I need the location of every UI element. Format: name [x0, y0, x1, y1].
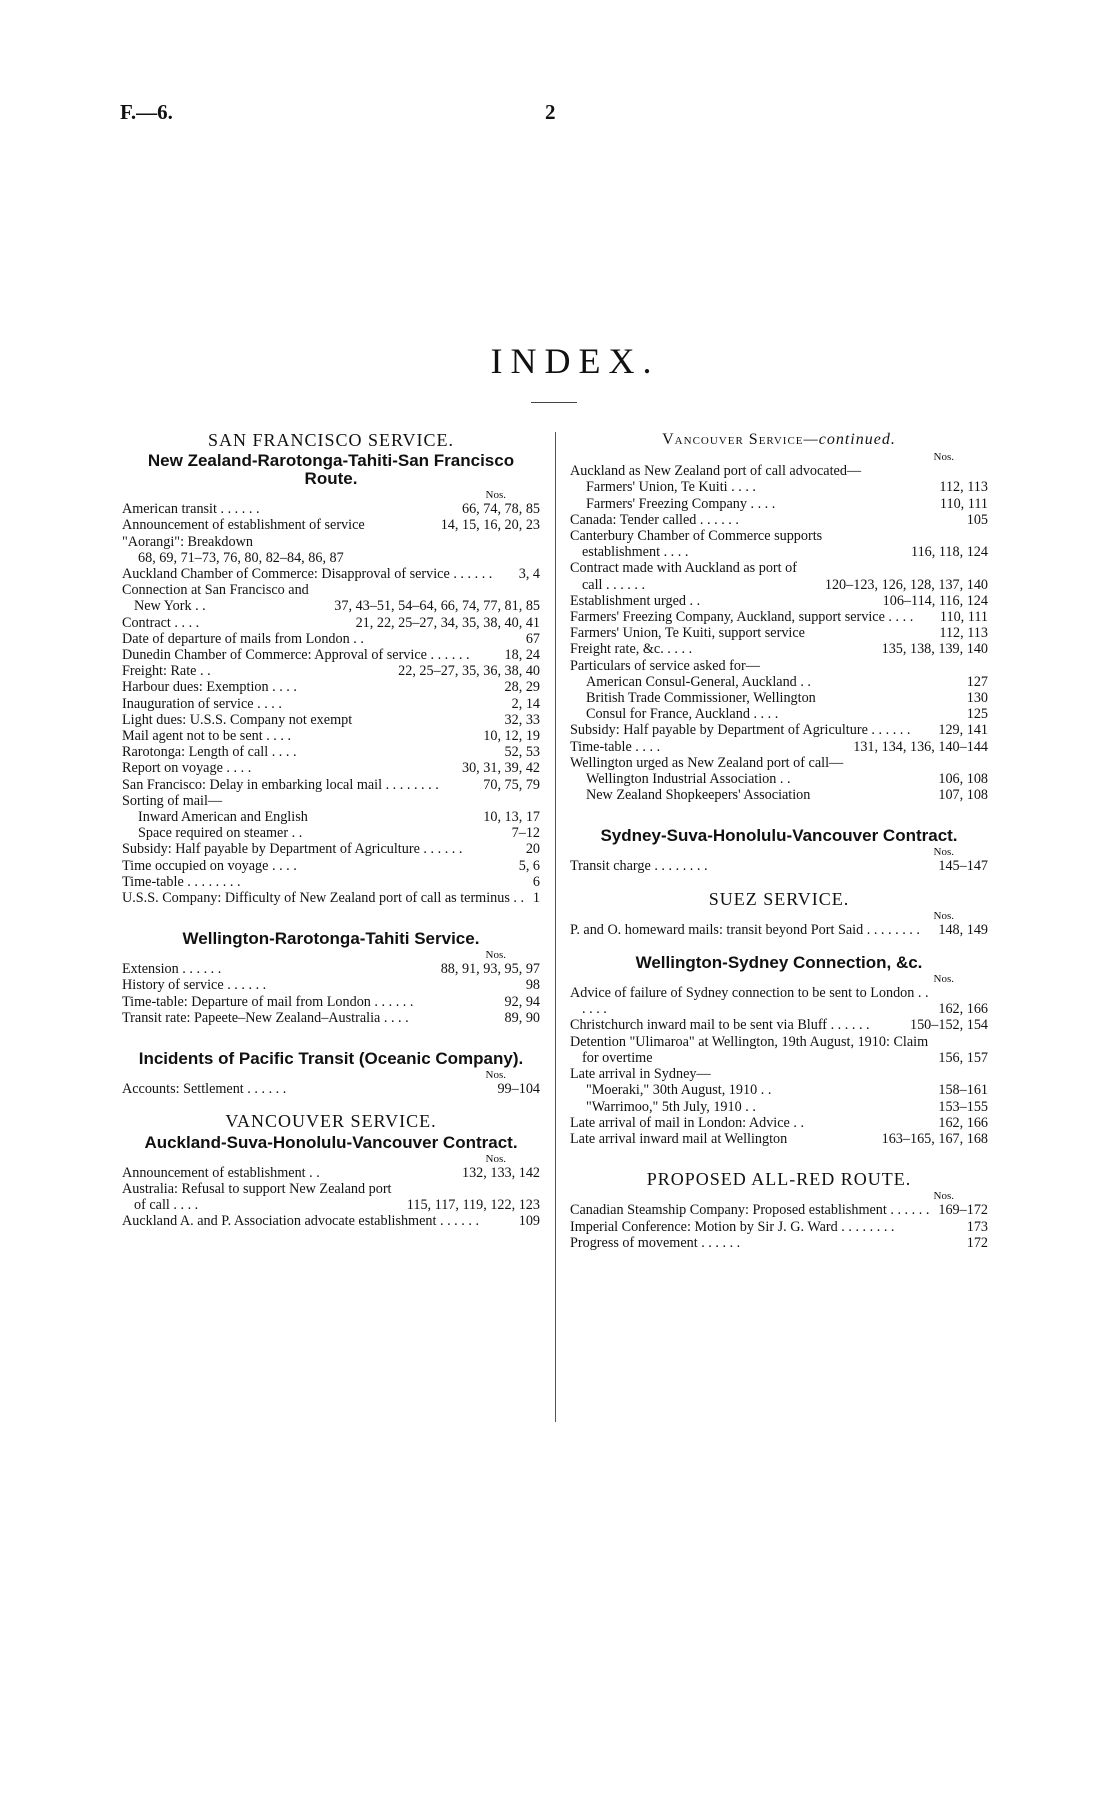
entry-numbers: 115, 117, 119, 122, 123	[406, 1196, 540, 1213]
entry-numbers: 162, 166	[938, 1001, 988, 1018]
entry-numbers: 3, 4	[518, 566, 540, 583]
index-entry	[122, 712, 540, 728]
entry-topic: Progress of movement . . . . . .	[570, 1234, 741, 1251]
entry-list	[570, 1202, 988, 1251]
entry-numbers: 125	[966, 706, 988, 723]
page-code: F.—6.	[120, 100, 173, 124]
entry-topic: Report on voyage . . . .	[122, 760, 252, 777]
entry-numbers: 127	[966, 673, 988, 690]
nos-label: Nos.	[933, 973, 954, 986]
entry-topic: "Aorangi": Breakdown	[122, 533, 253, 550]
entry-numbers: 120–123, 126, 128, 137, 140	[824, 576, 988, 593]
entry-numbers: 32, 33	[504, 711, 540, 728]
entry-numbers: 67	[525, 630, 540, 647]
index-entry	[122, 858, 540, 874]
entry-topic: Farmers' Union, Te Kuiti . . . .	[586, 479, 756, 496]
title-rule	[531, 402, 577, 403]
entry-numbers: 18, 24	[504, 647, 540, 664]
index-entry	[570, 1066, 988, 1082]
index-entry	[122, 1181, 540, 1213]
entry-topic: Wellington Industrial Association . .	[586, 771, 791, 788]
entry-topic: Contract made with Auckland as port of call . . . . . .	[570, 560, 797, 593]
entry-topic: Inward American and English	[138, 809, 308, 826]
entry-topic: Harbour dues: Exemption . . . .	[122, 679, 297, 696]
nos-label: Nos.	[485, 489, 506, 502]
entry-numbers: 6	[532, 873, 540, 890]
index-entry	[122, 501, 540, 517]
entry-topic: New Zealand Shopkeepers' Association	[586, 787, 811, 804]
page-number: 2	[545, 100, 556, 124]
entry-topic: Late arrival in Sydney—	[570, 1066, 711, 1083]
entry-numbers: 7–12	[511, 825, 540, 842]
entry-topic: Farmers' Freezing Company . . . .	[586, 495, 776, 512]
entry-topic: Extension . . . . . .	[122, 961, 222, 978]
entry-topic: Time-table . . . . . . . .	[122, 873, 241, 890]
nos-label: Nos.	[933, 846, 954, 859]
entry-list	[122, 1165, 540, 1230]
entry-topic: Advice of failure of Sydney connection to be sent to London . . . . . .	[570, 985, 929, 1018]
entry-topic: Canterbury Chamber of Commerce supports establishment . . . .	[570, 528, 823, 561]
entry-numbers: 116, 118, 124	[911, 544, 988, 561]
index-entry	[570, 739, 988, 755]
entry-list	[570, 922, 988, 938]
entry-numbers: 52, 53	[504, 744, 540, 761]
page-title: INDEX.	[490, 341, 660, 381]
index-entry	[122, 994, 540, 1010]
section-title-all-red-route: PROPOSED ALL-RED ROUTE.	[646, 1169, 912, 1190]
index-entry	[122, 760, 540, 776]
subsection-title-nz-sf-route: New Zealand-Rarotonga-Tahiti-San Francisco Route.	[147, 451, 515, 489]
entry-numbers: 30, 31, 39, 42	[461, 760, 540, 777]
entry-numbers: 130	[966, 690, 988, 707]
entry-numbers: 132, 133, 142	[461, 1164, 540, 1181]
entry-numbers: 105	[966, 511, 988, 528]
entry-topic: Particulars of service asked for—	[570, 657, 760, 674]
entry-numbers: 173	[966, 1218, 988, 1235]
entry-topic: Rarotonga: Length of call . . . .	[122, 744, 297, 761]
entry-topic: U.S.S. Company: Difficulty of New Zealand port of call as terminus . .	[122, 890, 525, 907]
entry-list	[570, 858, 988, 874]
entry-numbers: 1	[532, 890, 540, 907]
entry-topic: Time-table: Departure of mail from London . . . . . .	[122, 993, 414, 1010]
index-entry	[122, 517, 540, 533]
index-entry	[122, 631, 540, 647]
entry-numbers: 21, 22, 25–27, 34, 35, 38, 40, 41	[355, 614, 540, 631]
index-entry	[122, 874, 540, 890]
entry-topic: Late arrival inward mail at Wellington	[570, 1130, 788, 1147]
index-entry	[570, 1131, 988, 1147]
index-entry	[122, 696, 540, 712]
entry-topic: Sorting of mail—	[122, 792, 223, 809]
index-entry	[122, 647, 540, 663]
index-entry	[570, 674, 988, 690]
entry-topic: Contract . . . .	[122, 614, 200, 631]
entry-topic: Auckland as New Zealand port of call advocated—	[570, 463, 862, 480]
index-entry	[570, 463, 988, 479]
entry-list	[570, 985, 988, 1147]
index-entry	[570, 706, 988, 722]
entry-numbers: 135, 138, 139, 140	[881, 641, 988, 658]
index-entry	[122, 1010, 540, 1026]
right-column	[570, 432, 988, 1251]
entry-numbers: 106–114, 116, 124	[882, 592, 988, 609]
entry-topic: 68, 69, 71–73, 76, 80, 82–84, 86, 87	[138, 549, 344, 566]
entry-numbers: 107, 108	[938, 787, 988, 804]
entry-topic: Imperial Conference: Motion by Sir J. G. Ward . . . . . . . .	[570, 1218, 895, 1235]
entry-topic: Freight rate, &c. . . . .	[570, 641, 693, 658]
entry-numbers: 110, 111	[939, 495, 988, 512]
index-entry	[570, 1235, 988, 1251]
entry-numbers: 162, 166	[938, 1114, 988, 1131]
index-entry	[570, 593, 988, 609]
entry-list	[570, 463, 988, 803]
entry-numbers: 88, 91, 93, 95, 97	[440, 961, 540, 978]
entry-numbers: 5, 6	[518, 857, 540, 874]
entry-topic: Transit charge . . . . . . . .	[570, 858, 708, 875]
index-entry	[122, 534, 540, 550]
entry-numbers: 110, 111	[939, 609, 988, 626]
entry-topic: Wellington urged as New Zealand port of call—	[570, 754, 844, 771]
index-entry	[570, 560, 988, 592]
entry-numbers: 89, 90	[504, 1009, 540, 1026]
entry-topic: Announcement of establishment . .	[122, 1164, 320, 1181]
entry-topic: History of service . . . . . .	[122, 977, 267, 994]
index-entry	[122, 777, 540, 793]
index-entry	[570, 479, 988, 495]
entry-numbers: 28, 29	[504, 679, 540, 696]
index-entry	[570, 771, 988, 787]
entry-numbers: 106, 108	[938, 771, 988, 788]
entry-topic: "Warrimoo," 5th July, 1910 . .	[586, 1098, 756, 1115]
entry-topic: Announcement of establishment of service	[122, 517, 365, 534]
index-entry	[570, 625, 988, 641]
index-entry	[570, 1017, 988, 1033]
entry-topic: American Consul-General, Auckland . .	[586, 673, 811, 690]
entry-topic: Time-table . . . .	[570, 738, 661, 755]
section-title-san-francisco: SAN FRANCISCO SERVICE.	[207, 430, 455, 450]
index-entry	[570, 528, 988, 560]
entry-numbers: 98	[525, 977, 540, 994]
index-entry	[122, 663, 540, 679]
entry-topic: Farmers' Freezing Company, Auckland, support service . . . .	[570, 609, 914, 626]
entry-numbers: 156, 157	[938, 1049, 988, 1066]
nos-label: Nos.	[485, 1069, 506, 1082]
entry-topic: Dunedin Chamber of Commerce: Approval of service . . . . . .	[122, 647, 470, 664]
entry-topic: Mail agent not to be sent . . . .	[122, 728, 292, 745]
index-entry	[570, 1082, 988, 1098]
entry-numbers: 99–104	[497, 1081, 540, 1098]
entry-numbers: 129, 141	[938, 722, 988, 739]
entry-numbers: 37, 43–51, 54–64, 66, 74, 77, 81, 85	[334, 598, 540, 615]
entry-numbers: 10, 12, 19	[483, 728, 540, 745]
index-entry	[570, 1034, 988, 1066]
entry-numbers: 172	[966, 1234, 988, 1251]
subsection-title-pacific-transit: Incidents of Pacific Transit (Oceanic Company).	[138, 1049, 524, 1069]
entry-numbers: 169–172	[938, 1202, 988, 1219]
entry-topic: Australia: Refusal to support New Zealand port of call . . . .	[122, 1180, 392, 1213]
left-column	[122, 432, 540, 1229]
entry-numbers: 131, 134, 136, 140–144	[853, 738, 988, 755]
subsection-title-auckland-vancouver: Auckland-Suva-Honolulu-Vancouver Contract.	[144, 1132, 518, 1152]
index-entry	[122, 977, 540, 993]
entry-topic: P. and O. homeward mails: transit beyond Port Said . . . . . . . .	[570, 921, 920, 938]
index-entry	[570, 496, 988, 512]
entry-topic: Time occupied on voyage . . . .	[122, 857, 297, 874]
entry-list	[122, 501, 540, 906]
nos-label: Nos.	[933, 451, 954, 464]
index-entry	[570, 641, 988, 657]
entry-list	[122, 1081, 540, 1097]
index-entry	[570, 858, 988, 874]
entry-topic: Connection at San Francisco and New York . .	[122, 582, 309, 615]
index-entry	[122, 582, 540, 614]
entry-topic: Canada: Tender called . . . . . .	[570, 511, 739, 528]
entry-numbers: 145–147	[938, 858, 988, 875]
entry-numbers: 163–165, 167, 168	[881, 1130, 988, 1147]
entry-topic: Establishment urged . .	[570, 592, 701, 609]
entry-topic: Inauguration of service . . . .	[122, 695, 282, 712]
index-entry	[570, 722, 988, 738]
index-entry	[122, 615, 540, 631]
index-entry	[122, 890, 540, 906]
entry-numbers: 14, 15, 16, 20, 23	[440, 517, 540, 534]
entry-numbers: 112, 113	[939, 625, 988, 642]
continued-label: —continued.	[803, 431, 896, 448]
entry-numbers: 70, 75, 79	[483, 776, 540, 793]
entry-topic: "Moeraki," 30th August, 1910 . .	[586, 1082, 772, 1099]
nos-label: Nos.	[485, 1152, 506, 1165]
entry-topic: Date of departure of mails from London . .	[122, 630, 364, 647]
index-entry	[570, 922, 988, 938]
subsection-title-wellington-sydney: Wellington-Sydney Connection, &c.	[635, 953, 923, 973]
entry-topic: Auckland A. and P. Association advocate establishment . . . . . .	[122, 1213, 479, 1230]
index-entry	[122, 744, 540, 760]
section-title-vancouver: VANCOUVER SERVICE.	[225, 1111, 437, 1132]
entry-numbers: 10, 13, 17	[483, 809, 540, 826]
nos-label: Nos.	[933, 1190, 954, 1203]
entry-numbers: 92, 94	[504, 993, 540, 1010]
entry-topic: Farmers' Union, Te Kuiti, support service	[570, 625, 805, 642]
index-entry	[570, 985, 988, 1017]
index-entry	[570, 1115, 988, 1131]
index-entry	[570, 690, 988, 706]
entry-topic: San Francisco: Delay in embarking local mail . . . . . . . .	[122, 776, 439, 793]
index-entry	[122, 550, 540, 566]
entry-numbers: 153–155	[938, 1098, 988, 1115]
index-entry	[570, 787, 988, 803]
entry-topic: Late arrival of mail in London: Advice . .	[570, 1114, 805, 1131]
index-entry	[570, 609, 988, 625]
entry-topic: British Trade Commissioner, Wellington	[586, 690, 816, 707]
index-entry	[122, 728, 540, 744]
index-entry	[570, 1202, 988, 1218]
nos-label: Nos.	[485, 949, 506, 962]
index-entry	[570, 512, 988, 528]
entry-numbers: 150–152, 154	[909, 1017, 988, 1034]
entry-topic: Freight: Rate . .	[122, 663, 211, 680]
index-entry	[122, 793, 540, 809]
subsection-title-wellington-rarotonga: Wellington-Rarotonga-Tahiti Service.	[182, 929, 480, 949]
entry-numbers: 2, 14	[511, 695, 540, 712]
index-entry	[122, 841, 540, 857]
entry-topic: Christchurch inward mail to be sent via Bluff . . . . . .	[570, 1017, 870, 1034]
entry-topic: Light dues: U.S.S. Company not exempt	[122, 711, 353, 728]
entry-topic: Space required on steamer . .	[138, 825, 303, 842]
entry-topic: Subsidy: Half payable by Department of Agriculture . . . . . .	[122, 841, 463, 858]
index-entry	[122, 679, 540, 695]
entry-list	[122, 961, 540, 1026]
entry-numbers: 66, 74, 78, 85	[461, 501, 540, 518]
nos-label: Nos.	[933, 909, 954, 922]
entry-numbers: 112, 113	[939, 479, 988, 496]
index-entry	[122, 1165, 540, 1181]
section-title-suez: SUEZ SERVICE.	[708, 888, 850, 909]
entry-topic: Accounts: Settlement . . . . . .	[122, 1081, 287, 1098]
index-entry	[570, 755, 988, 771]
column-divider	[555, 432, 556, 1422]
entry-topic: American transit . . . . . .	[122, 501, 260, 518]
index-entry	[122, 1213, 540, 1229]
entry-numbers: 109	[518, 1213, 540, 1230]
entry-numbers: 148, 149	[938, 921, 988, 938]
entry-numbers: 158–161	[938, 1082, 988, 1099]
entry-topic: Canadian Steamship Company: Proposed establishment . . . . . .	[570, 1202, 930, 1219]
entry-topic: Detention "Ulimaroa" at Wellington, 19th August, 1910: Claim for overtime	[570, 1033, 929, 1066]
index-entry	[122, 825, 540, 841]
vancouver-title-main: Vancouver Service	[662, 431, 804, 448]
index-entry	[570, 1219, 988, 1235]
subsection-title-sydney-vancouver: Sydney-Suva-Honolulu-Vancouver Contract.	[600, 826, 958, 846]
entry-numbers: 20	[525, 841, 540, 858]
index-entry	[570, 658, 988, 674]
entry-numbers: 22, 25–27, 35, 36, 38, 40	[398, 663, 540, 680]
entry-topic: Auckland Chamber of Commerce: Disapproval of service . . . . . .	[122, 566, 493, 583]
index-entry	[122, 809, 540, 825]
entry-topic: Subsidy: Half payable by Department of Agriculture . . . . . .	[570, 722, 911, 739]
entry-topic: Transit rate: Papeete–New Zealand–Australia . . . .	[122, 1009, 409, 1026]
index-entry	[570, 1099, 988, 1115]
index-entry	[122, 961, 540, 977]
index-entry	[122, 566, 540, 582]
entry-topic: Consul for France, Auckland . . . .	[586, 706, 779, 723]
section-title-vancouver-continued	[570, 432, 988, 448]
index-entry	[122, 1081, 540, 1097]
